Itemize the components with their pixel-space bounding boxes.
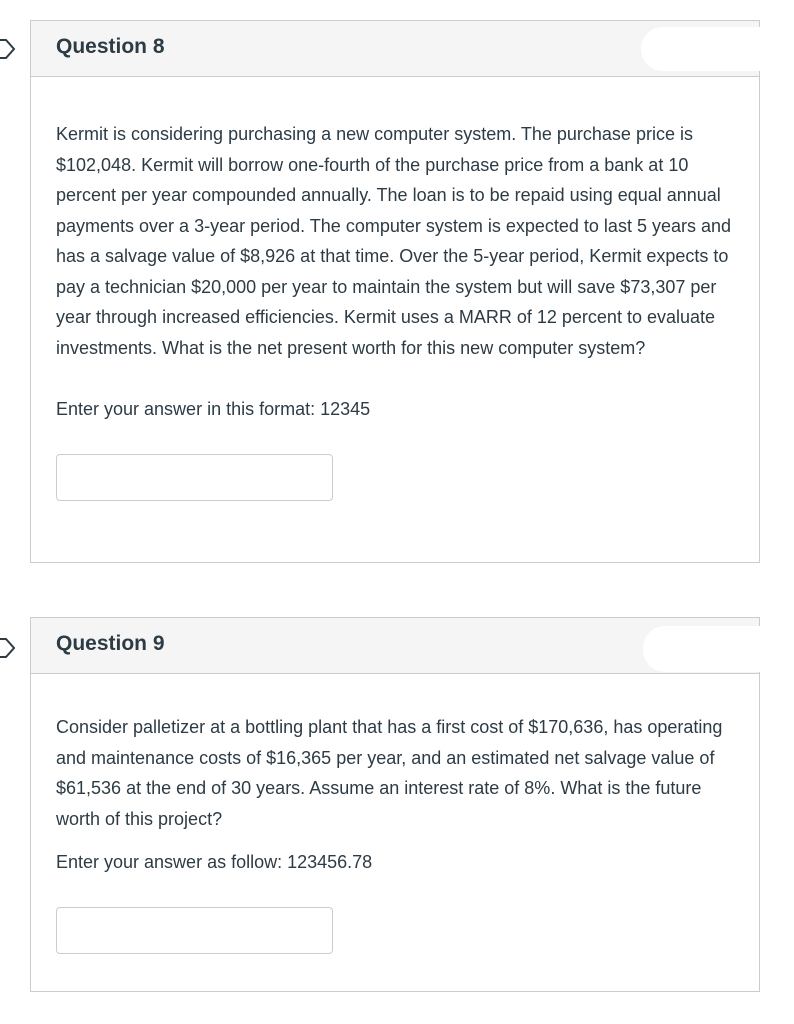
question-9-header xyxy=(31,618,759,674)
question-9-title: Question 9 xyxy=(56,632,165,655)
question-9-answer-input[interactable] xyxy=(56,907,333,954)
question-8-text: Kermit is considering purchasing a new computer system. The purchase price is $102,048. Kermit will borrow one-fourth of the purchase price from a bank at 10 percent per year compounded annually. The loan is to be repaid using equal annual payments over a 3-year period. The computer system is expected to last 5 years and has a salvage value of $8,926 at that time. Over the 5-year period, Kermit expects to pay a technician $20,000 per year to maintain the system but will save $73,307 per year through increased efficiencies. Kermit uses a MARR of 12 percent to evaluate investments. What is the net present worth for this new computer system? xyxy=(56,124,731,358)
question-8-body xyxy=(31,119,759,501)
question-9-body xyxy=(31,712,759,954)
question-8-card xyxy=(30,20,760,563)
flag-question-8-icon[interactable] xyxy=(0,38,22,60)
question-8-header xyxy=(31,21,759,77)
question-9-card xyxy=(30,617,760,992)
question-9-instruction: Enter your answer as follow: 123456.78 xyxy=(56,852,373,872)
question-9-text: Consider palletizer at a bottling plant that has a first cost of $170,636, has operating and maintenance costs of $16,365 per year, and an estimated net salvage value of $61,536 at the end of 30 years. Assume an interest rate of 8%. What is the future worth of this project? xyxy=(56,717,723,829)
redacted-points-area xyxy=(641,27,761,71)
question-8-answer-input[interactable] xyxy=(56,454,333,501)
redacted-points-area xyxy=(643,626,761,672)
question-8-instruction: Enter your answer in this format: 12345 xyxy=(56,399,371,419)
question-8-title: Question 8 xyxy=(56,35,165,58)
flag-question-9-icon[interactable] xyxy=(0,637,22,659)
